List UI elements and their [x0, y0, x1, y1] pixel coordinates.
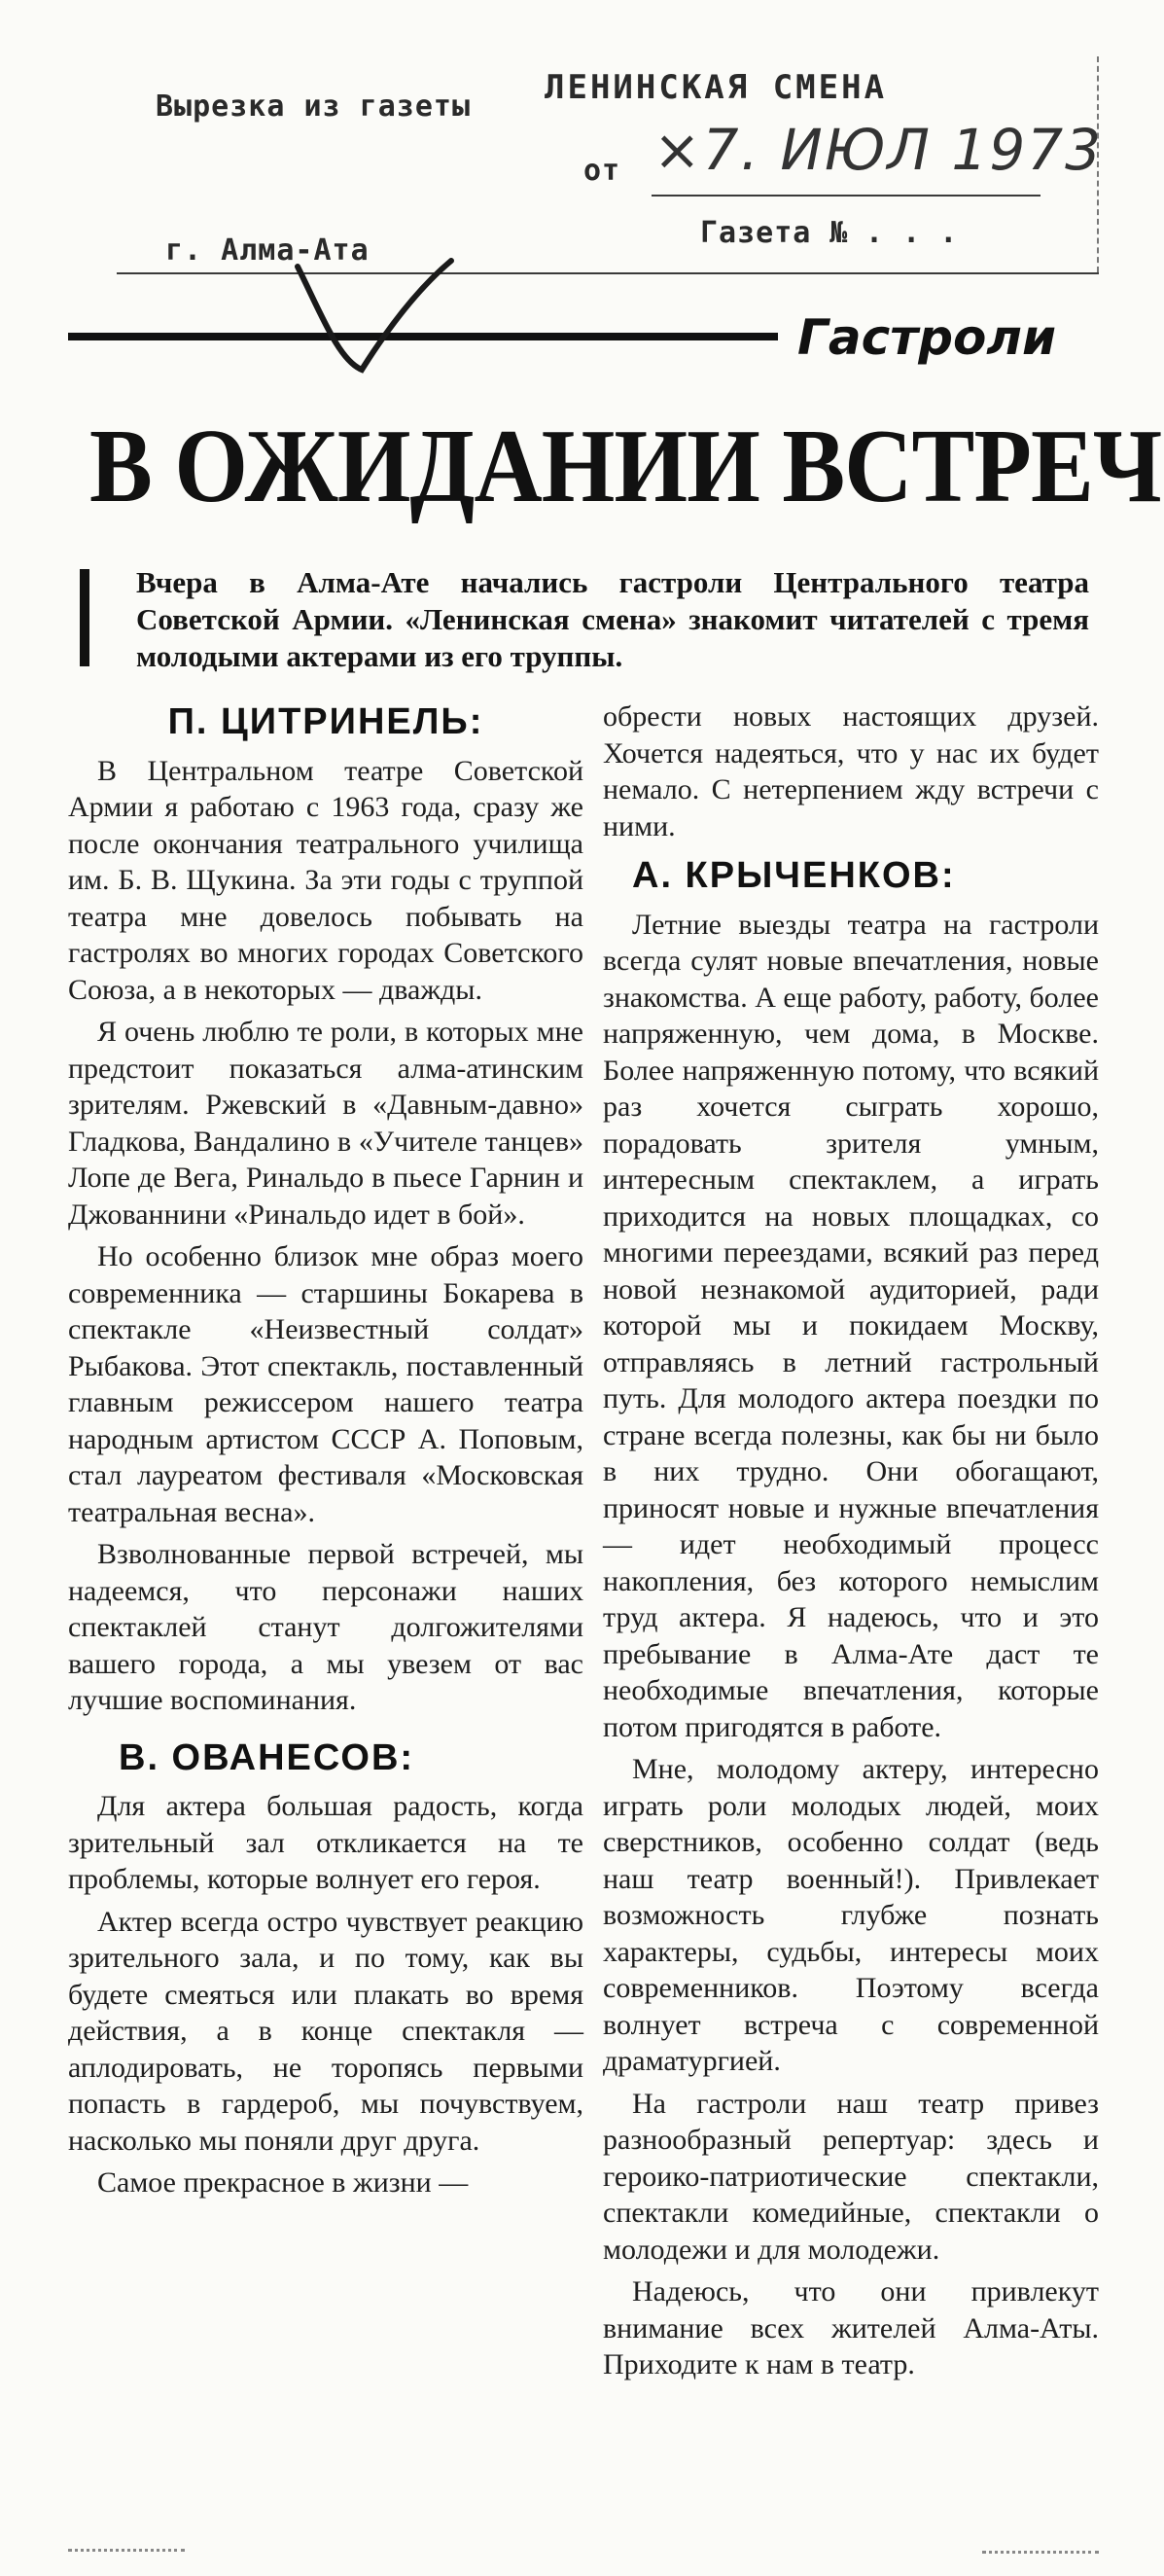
cut-line-right — [982, 2551, 1099, 2554]
tsitrinel-paragraph: Взволнованные первой встречей, мы надеемся, что персонажи наших спектаклей станут долгожителями вашего города, а мы увезем от вас лучшие воспоминания. — [68, 1538, 583, 1716]
date-underline — [652, 195, 1041, 197]
tsitrinel-paragraph: В Центральном театре Советской Армии я работаю с 1963 года, сразу же после окончания театрального училища им. Б. В. Щукина. За эти годы с труппой театра мне довелось побывать на гастролях во многих городах Советского Союза, а в некоторых — дважды. — [68, 754, 583, 1006]
section-heading-tsitrinel: П. ЦИТРИНЕЛЬ: — [167, 701, 484, 742]
ovanesov-paragraph: Актер всегда остро чувствует реакцию зрительного зала, и по тому, как вы будете смеяться или плакать во время действия, а в конце спектакля — аплодировать, не торопясь первыми попасть в гардероб, мы почувствуем, насколько мы поняли друг друга. — [68, 1905, 583, 2157]
cut-line-left — [68, 2549, 185, 2552]
issue-label: Газета № — [700, 216, 849, 250]
krychenkov-paragraph: Мне, молодому актеру, интересно играть роли молодых людей, моих сверстников, особенно солдат (ведь наш театр военный!). Привлекает возможность глубже познать характеры, судьбы, интересы моих современников. Поэтому всегда волнует встреча с современной драматургией. — [603, 1753, 1099, 2077]
headline: В ОЖИДАНИИ ВСТРЕЧ — [89, 409, 1162, 524]
newspaper-name: ЛЕНИНСКАЯ СМЕНА — [545, 68, 888, 107]
ovanesov-paragraph: Самое прекрасное в жизни — — [97, 2166, 469, 2199]
rubric-title: Гастроли — [797, 309, 1057, 366]
krychenkov-paragraph: Надеюсь, что они привлекут внимание всех жителей Алма-Аты. Приходите к нам в театр. — [603, 2275, 1099, 2380]
ovanesov-paragraph-continued: обрести новых настоящих друзей. Хочется надеяться, что у нас их будет немало. С нетерпением жду встречи с ними. — [603, 700, 1099, 842]
clipping-date: ×7. ИЮЛ 1973 — [653, 117, 1104, 183]
left-column — [68, 698, 583, 2201]
section-heading-ovanesov: В. ОВАНЕСОВ: — [119, 1736, 415, 1778]
date-from-label: от — [583, 154, 621, 188]
clipping-cut-edge — [1097, 56, 1099, 272]
right-column — [603, 698, 1099, 2383]
ovanesov-paragraph: Для актера большая радость, когда зрительный зал откликается на те проблемы, которые волнует его героя. — [68, 1790, 583, 1895]
checkmark-icon — [292, 255, 457, 381]
clipping-city: г. Алма-Ата — [165, 233, 370, 268]
clipping-label: Вырезка из газеты — [156, 89, 472, 124]
lead-paragraph: Вчера в Алма-Ате начались гастроли Центрального театра Советской Армии. «Ленинская смена» знакомит читателей с тремя молодыми актерами из его труппы. — [136, 565, 1089, 673]
tsitrinel-paragraph: Я очень люблю те роли, в которых мне предстоит показаться алма-атинским зрителям. Ржевский в «Давным-давно» Гладкова, Вандалино в «Учителе танцев» Лопе де Вега, Ринальдо в пьесе Гарнин и Джованнини «Ринальдо идет в бой». — [68, 1016, 583, 1231]
issue-number: . . . — [865, 216, 959, 250]
tsitrinel-paragraph: Но особенно близок мне образ моего современника — старшины Бокарева в спектакле «Неизвестный солдат» Рыбакова. Этот спектакль, поставленный главным режиссером нашего театра народным артистом СССР А. Поповым, стал лауреатом фестиваля «Московская театральная весна». — [68, 1240, 583, 1528]
krychenkov-paragraph: Летние выезды театра на гастроли всегда сулят новые впечатления, новые знакомства. А еще работу, работу, более напряженную, чем дома, в Москве. Более напряженную потому, что всякий раз хочется сыграть хорошо, порадовать зрителя умным, интересным спектаклем, а играть приходится на новых площадках, со многими переездами, всякий раз перед новой незнакомой аудиторией, ради которой мы и покидаем Москву, отправляясь в летний гастрольный путь. Для молодого актера поездки по стране всегда полезны, как бы ни было в них трудно. Они обогащают, приносят новые и нужные впечатления — идет необходимый процесс накопления, без которого немыслим труд актера. Я надеюсь, что и это пребывание в Алма-Ате даст те необходимые впечатления, которые потом пригодятся в работе. — [603, 908, 1099, 1743]
lead-initial-bar — [80, 569, 89, 666]
krychenkov-paragraph: На гастроли наш театр привез разнообразный репертуар: здесь и героико-патриотические спектакли, спектакли комедийные, спектакли о молодежи и для молодежи. — [603, 2087, 1099, 2266]
section-heading-krychenkov: А. КРЫЧЕНКОВ: — [632, 855, 956, 896]
stamp-bottom-rule — [117, 272, 1099, 274]
